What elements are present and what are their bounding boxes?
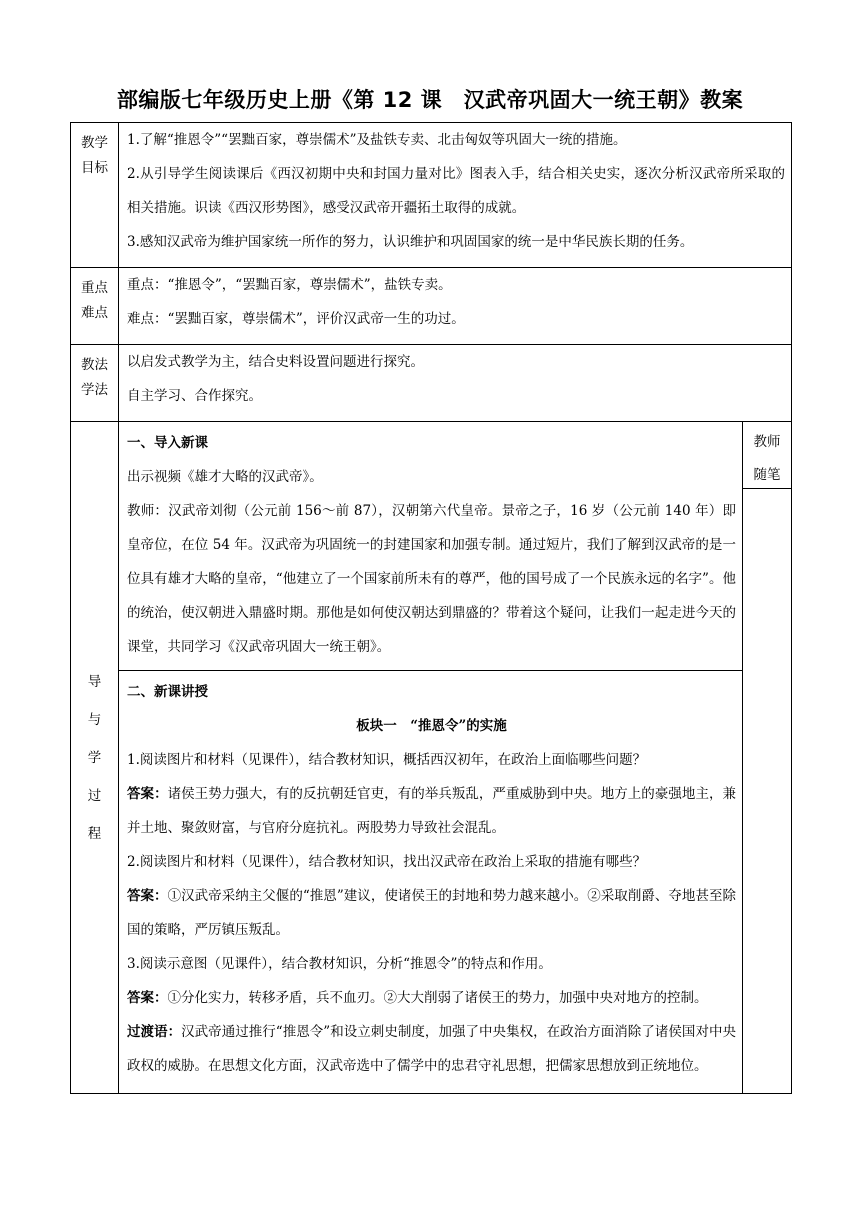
paragraph: 教师：汉武帝刘彻（公元前 156～前 87），汉朝第六代皇帝。景帝之子，16 岁（公元前 140 年）即皇帝位，在位 54 年。汉武帝为巩固统一的封建国家和加强专制。通过短片，我们了解到汉武帝的是一位具有雄才大略的皇帝，“他建立了一个国家前所未有的尊严，他的国号成了一个民族永远的名字”。他的统治，使汉朝进入鼎盛时期。那他是如何使汉朝达到鼎盛的？带着这个疑问，让我们一起走进今天的课堂，共同学习《汉武帝巩固大一统王朝》。 [127, 503, 736, 655]
lesson-plan-table [70, 122, 792, 1094]
lecture-section [119, 671, 743, 1094]
page-title: 部编版七年级历史上册《第 12 课 汉武帝巩固大一统王朝》教案 [116, 88, 744, 112]
block-title: 板块一 “推恩令”的实施 [356, 718, 507, 734]
transition-text: 汉武帝通过推行“推恩令”和设立刺史制度，加强了中央集权，在政治方面消除了诸侯国对中央政权的威胁。在思想文化方面，汉武帝选中了儒学中的忠君守礼思想，把儒家思想放到正统地位。 [127, 1024, 736, 1074]
teacher-notes-label: 教师 随笔 [743, 422, 791, 489]
row-key-points [71, 268, 792, 345]
row-goals [71, 123, 792, 268]
method-item: 自主学习、合作探究。 [127, 388, 262, 404]
answer-text: 诸侯王势力强大，有的反抗朝廷官吏，有的举兵叛乱，严重威胁到中央。地方上的豪强地主，兼并土地、聚敛财富，与官府分庭抗礼。两股势力导致社会混乱。 [127, 786, 737, 836]
answer [119, 777, 742, 845]
row-methods [71, 345, 792, 422]
row-process-intro [71, 422, 792, 671]
key-points-label: 重点 难点 [71, 268, 119, 345]
section-heading: 一、导入新课 [127, 435, 208, 451]
goal-item: 1.了解“推恩令”“罢黜百家，尊崇儒术”及盐铁专卖、北击匈奴等巩固大一统的措施。 [127, 132, 627, 148]
paragraph: 出示视频《雄才大略的汉武帝》。 [127, 469, 323, 485]
question: 3.阅读示意图（见课件），结合教材知识，分析“推恩令”的特点和作用。 [127, 956, 552, 972]
transition [119, 1015, 742, 1083]
methods-content [119, 345, 792, 422]
answer-text: ①汉武帝采纳主父偃的“推恩”建议，使诸侯王的封地和势力越来越小。②采取削爵、夺地甚至除国的策略，严厉镇压叛乱。 [127, 888, 737, 938]
answer-text: ①分化实力，转移矛盾，兵不血刃。②大大削弱了诸侯王的势力，加强中央对地方的控制。 [167, 990, 708, 1006]
answer-label: 答案： [127, 888, 168, 904]
question: 1.阅读图片和材料（见课件），结合教材知识，概括西汉初年，在政治上面临哪些问题？ [127, 752, 647, 768]
process-label: 导 与 学 过 程 [71, 422, 119, 1094]
answer-label: 答案： [127, 990, 168, 1006]
answer [119, 879, 742, 947]
row-process-lecture [71, 671, 792, 1094]
goal-item: 3.感知汉武帝为维护国家统一所作的努力，认识维护和巩固国家的统一是中华民族长期的任务。 [127, 234, 694, 250]
goal-item: 2.从引导学生阅读课后《西汉初期中央和封国力量对比》图表入手，结合相关史实，逐次分析汉武帝所采取的相关措施。识读《西汉形势图》，感受汉武帝开疆拓土取得的成就。 [127, 166, 786, 216]
methods-label: 教法 学法 [71, 345, 119, 422]
goals-label: 教学 目标 [71, 123, 119, 268]
answer [119, 981, 742, 1015]
key-point-item: 重点：“推恩令”，“罢黜百家，尊崇儒术”，盐铁专卖。 [127, 277, 452, 293]
intro-section [119, 422, 743, 671]
question: 2.阅读图片和材料（见课件），结合教材知识，找出汉武帝在政治上采取的措施有哪些？ [127, 854, 647, 870]
transition-label: 过渡语： [127, 1024, 182, 1040]
goals-content [119, 123, 792, 268]
key-points-content [119, 268, 792, 345]
section-heading: 二、新课讲授 [127, 684, 208, 700]
answer-label: 答案： [127, 786, 168, 802]
teacher-notes-column [743, 422, 792, 1094]
difficulty-item: 难点：“罢黜百家，尊崇儒术”，评价汉武帝一生的功过。 [127, 311, 465, 327]
method-item: 以启发式教学为主，结合史料设置问题进行探究。 [127, 354, 424, 370]
